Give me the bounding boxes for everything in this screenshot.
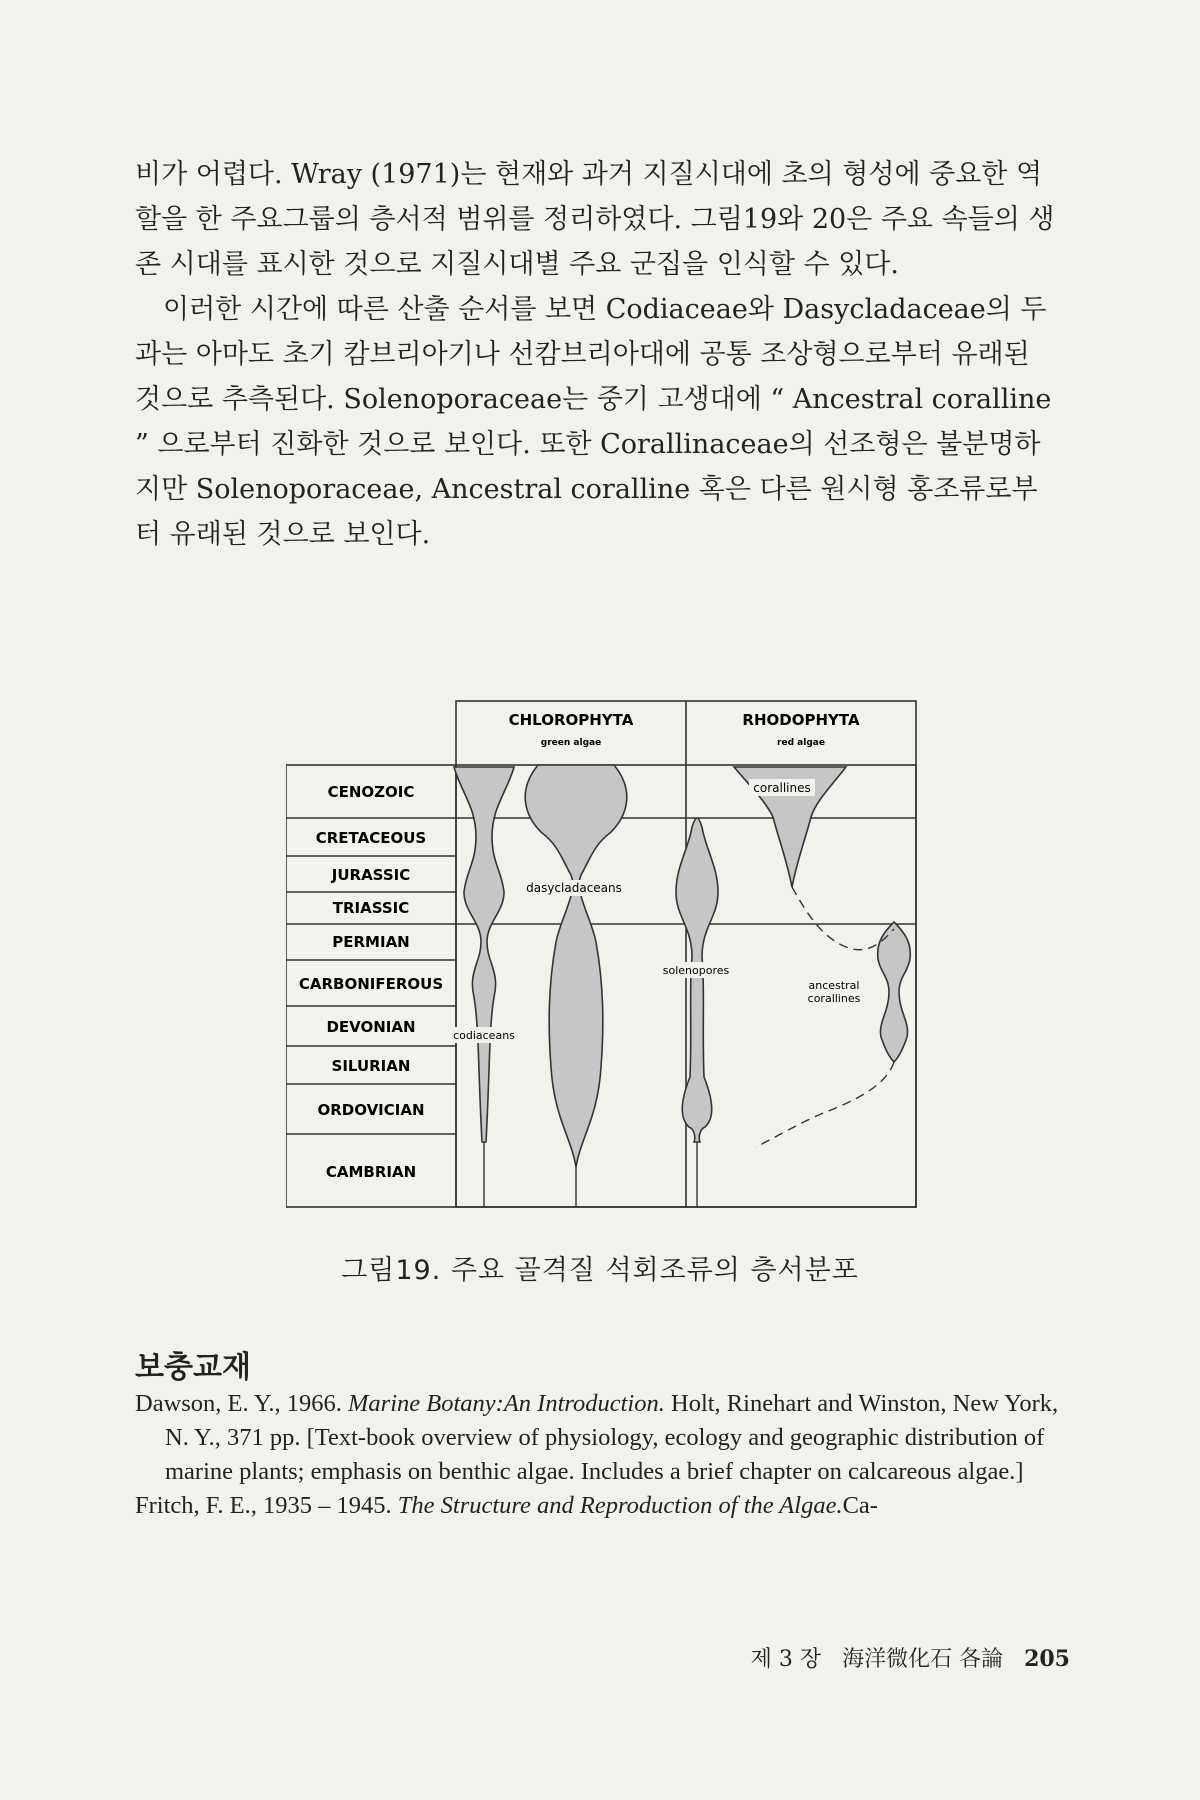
references-list [135, 1387, 1075, 1523]
ancestral-corallines-range [878, 922, 911, 1062]
period-permian: PERMIAN [332, 933, 410, 951]
label-dasycladaceans: dasycladaceans [526, 881, 622, 895]
label-corallines: corallines [753, 781, 811, 795]
label-codiaceans: codiaceans [453, 1029, 515, 1042]
period-triassic: TRIASSIC [332, 899, 410, 917]
column-header-chlorophyta: CHLOROPHYTA [508, 711, 634, 729]
footer-title: 海洋微化石 各論 [842, 1647, 1004, 1672]
column-sub-red-algae: red algae [777, 738, 825, 748]
codiaceans-range [454, 767, 514, 1142]
page-number: 205 [1024, 1646, 1070, 1672]
period-silurian: SILURIAN [331, 1057, 411, 1075]
period-jurassic: JURASSIC [331, 866, 411, 884]
period-cretaceous: CRETACEOUS [315, 829, 427, 847]
dashed-link-lower [756, 1062, 894, 1147]
body-paragraph-1: 비가 어렵다. Wray (1971)는 현재와 과거 지질시대에 초의 형성에 중요한 역할을 한 주요그룹의 층서적 범위를 정리하였다. 그림19와 20은 주요 속들의 생존 시대를 표시한 것으로 지질시대별 주요 군집을 인식할 수 있다. [135, 159, 1055, 280]
column-sub-green-algae: green algae [540, 738, 602, 748]
stratigraphic-range-figure [286, 697, 918, 1209]
dashed-link-upper [792, 887, 894, 950]
figure-caption: 그림19. 주요 골격질 석회조류의 층서분포 [341, 1255, 859, 1286]
footer-chapter: 제 3 장 [750, 1647, 822, 1672]
period-devonian: DEVONIAN [326, 1018, 416, 1036]
period-cenozoic: CENOZOIC [327, 783, 415, 801]
references-heading: 보충교재 [135, 1350, 251, 1385]
period-carboniferous: CARBONIFEROUS [298, 975, 444, 993]
reference-dawson: Dawson, E. Y., 1966. Marine Botany:An Introduction. Holt, Rinehart and Winston, New York, N. Y., 371 pp. [Text-book overview of physiology, ecology and geographic distribution of marine plants; emphasis on benthic algae. Includes a brief chapter on calcareous algae.] [135, 1390, 1059, 1485]
label-solenopores: solenopores [662, 964, 730, 977]
dasycladaceans-range [525, 765, 627, 1167]
solenopores-range [676, 818, 718, 1142]
page-footer [700, 1642, 1070, 1673]
label-ancestral: ancestral [808, 979, 860, 992]
range-chart [286, 697, 918, 1209]
reference-fritch: Fritch, F. E., 1935 – 1945. The Structure and Reproduction of the Algae.Ca- [135, 1492, 878, 1519]
period-cambrian: CAMBRIAN [325, 1163, 417, 1181]
period-ordovician: ORDOVICIAN [317, 1101, 425, 1119]
label-ancestral-corallines: corallines [807, 992, 861, 1005]
body-paragraph-2: 이러한 시간에 따른 산출 순서를 보면 Codiaceae와 Dasycladaceae의 두 과는 아마도 초기 캄브리아기나 선캄브리아대에 공통 조상형으로부터 유래된 것으로 추측된다. Solenoporaceae는 중기 고생대에 “ Ancestral coralline ” 으로부터 진화한 것으로 보인다. 또한 Corallinaceae의 선조형은 불분명하지만 Solenoporaceae, Ancestral coralline 혹은 다른 원시형 홍조류로부터 유래된 것으로 보인다. [135, 294, 1052, 550]
column-header-rhodophyta: RHODOPHYTA [742, 711, 860, 729]
